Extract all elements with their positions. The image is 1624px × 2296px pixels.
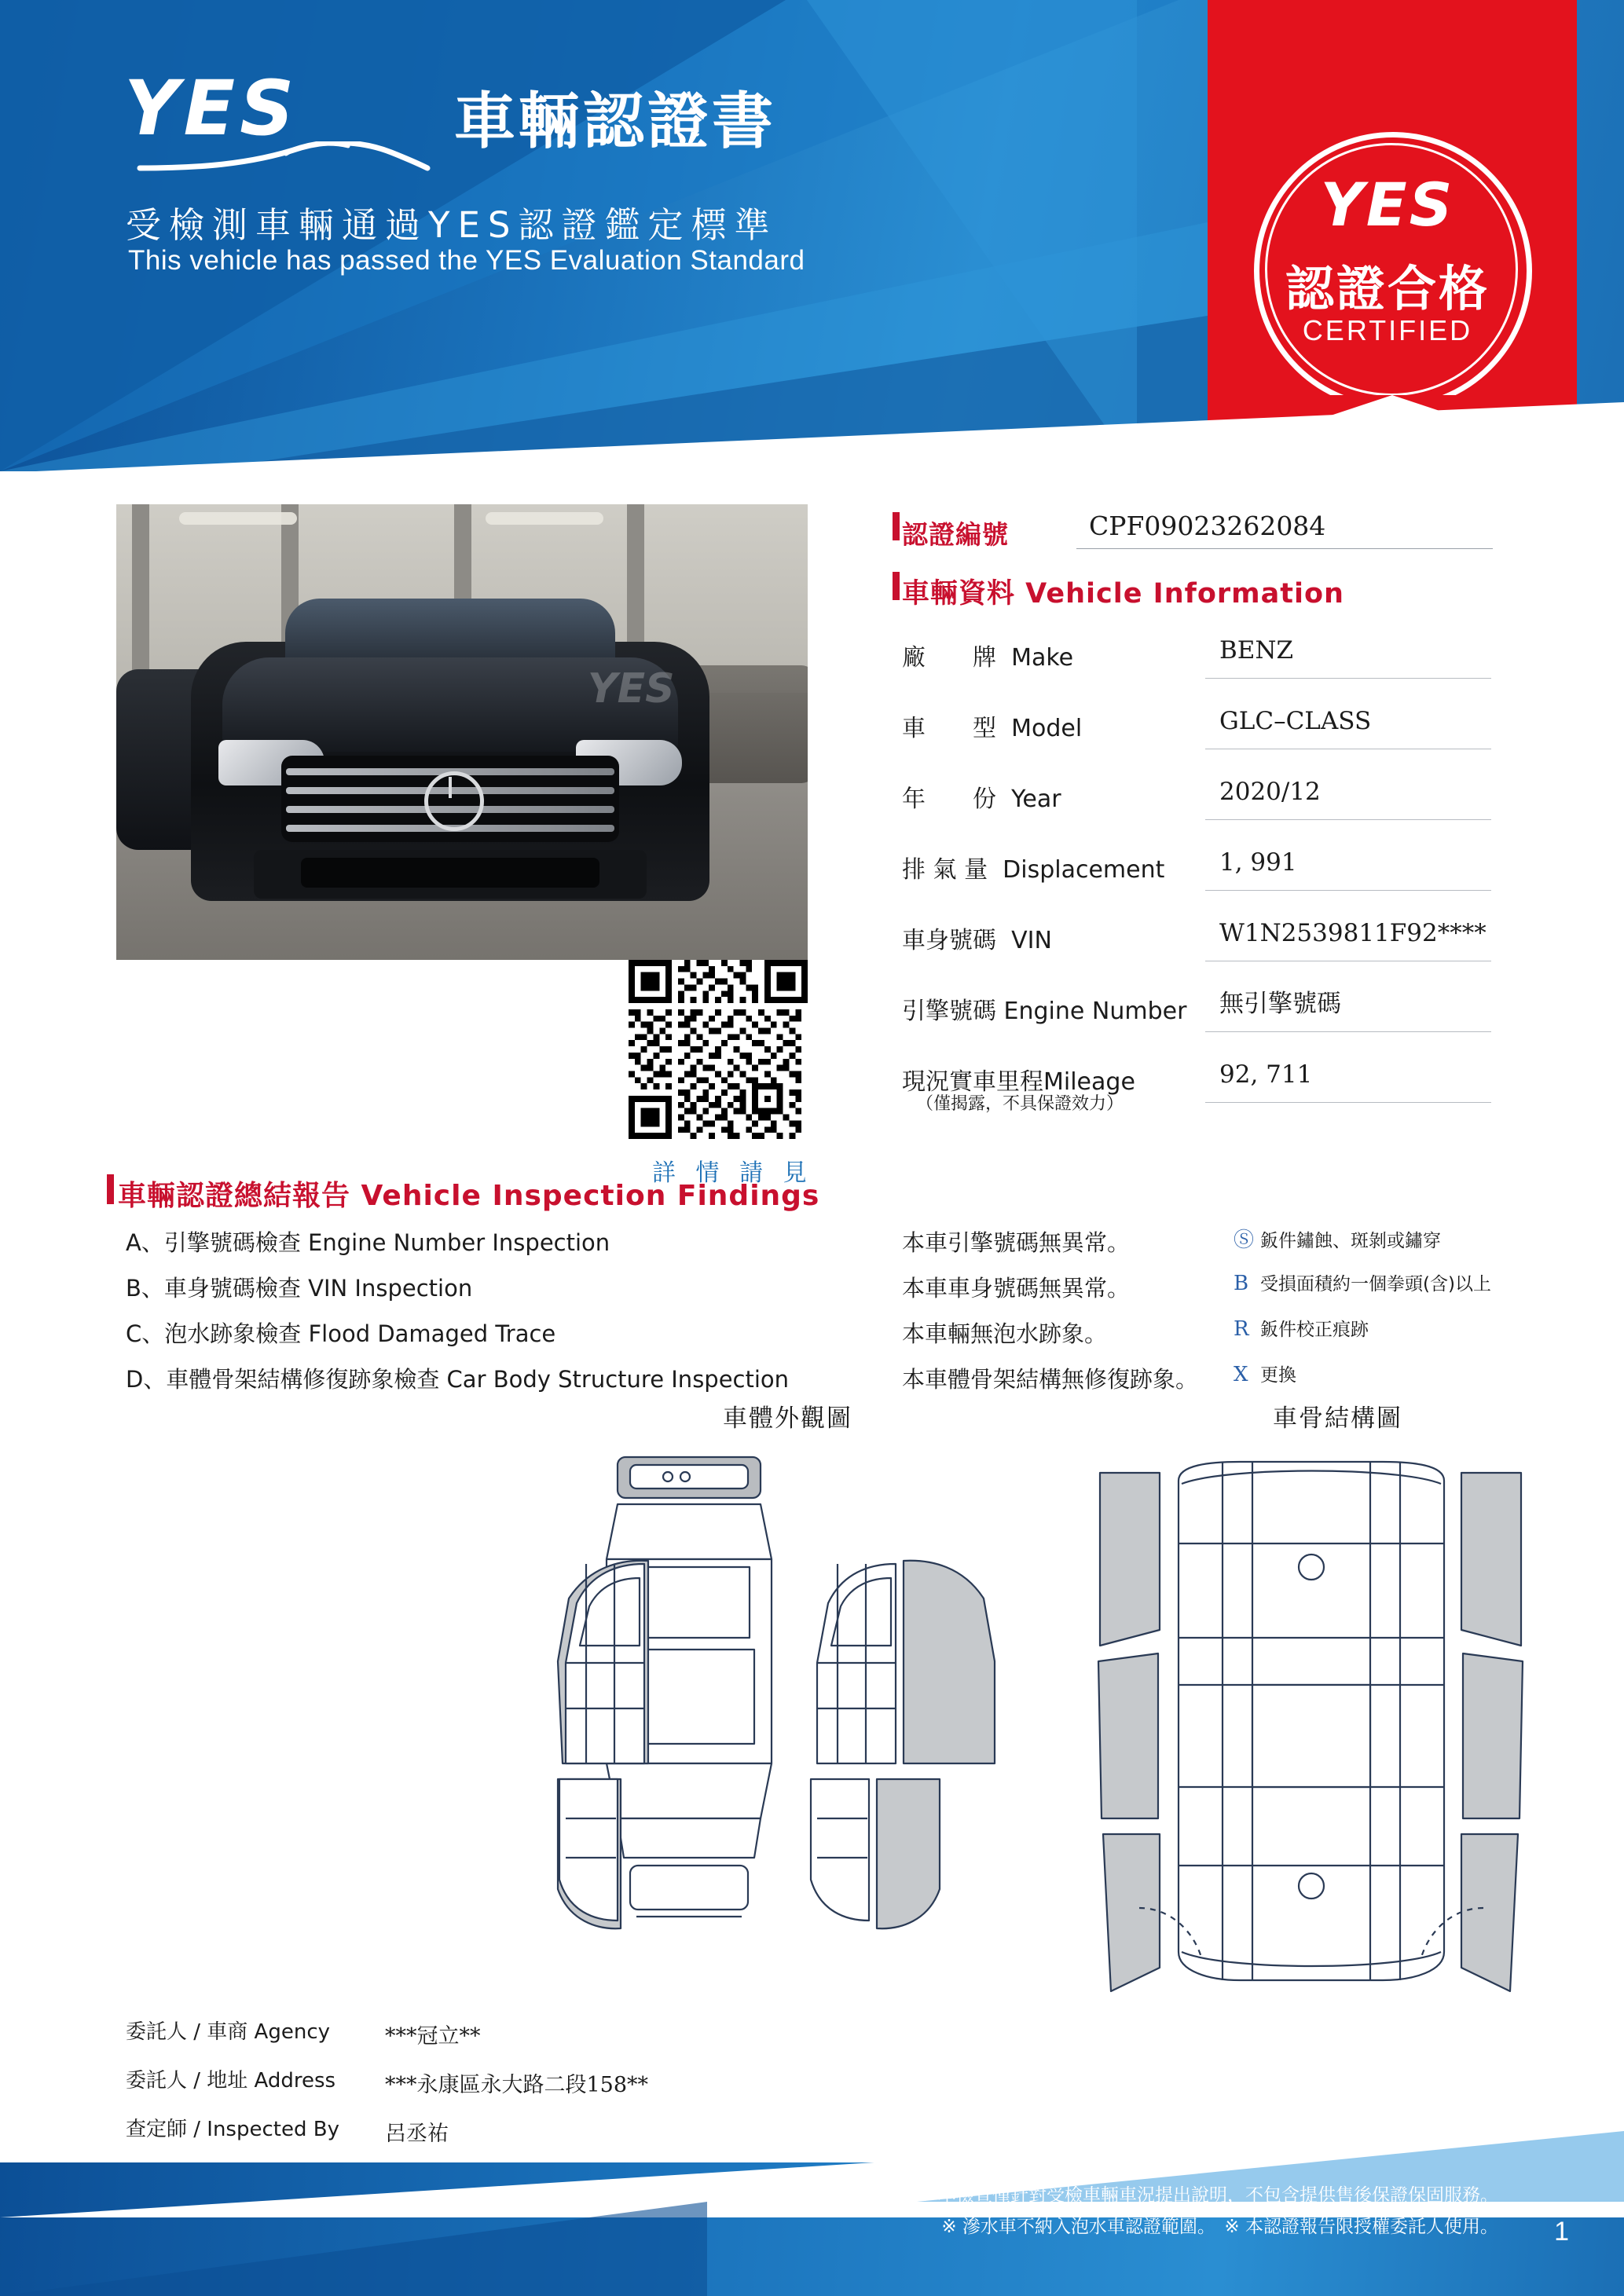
qr-code-image <box>629 960 808 1139</box>
photo-lower-grille <box>301 858 599 888</box>
info-value-year: 2020/12 <box>1205 768 1491 820</box>
address-label: 委託人 / 地址 Address <box>126 2069 336 2093</box>
frame-panel <box>1461 1473 1521 1646</box>
cert-number-accent <box>893 512 900 540</box>
agency-label: 委託人 / 車商 Agency <box>126 2020 331 2044</box>
legend-key-r: R <box>1234 1317 1249 1341</box>
seal-en-text: CERTIFIED <box>1302 314 1473 346</box>
legend-item <box>1234 1224 1564 1269</box>
header-subtitle-cn: 受檢測車輛通過YES認證鑑定標準 <box>126 204 778 246</box>
photo-ceiling-lamp <box>486 512 603 525</box>
info-value-make: BENZ <box>1205 627 1491 679</box>
inspector-value: 呂丞祐 <box>385 2122 449 2146</box>
footer-note-line: 注意事項：※ 本檢查僅針對受檢車輛車況提出說明，不包含提供售後保證保固服務。 <box>827 2185 1498 2206</box>
vehicle-diagram-svg <box>542 1449 1564 1999</box>
findings-legend <box>1234 1224 1564 1406</box>
finding-result: 本車體骨架結構無修復跡象。 <box>902 1366 1199 1393</box>
info-label-make: 廠 牌 Make <box>902 644 1074 672</box>
seal-yes-text: YES <box>1320 170 1455 240</box>
info-value-mileage: 92, 711 <box>1205 1051 1491 1103</box>
certified-ribbon <box>1208 0 1577 456</box>
finding-item: C、泡水跡象檢查 Flood Damaged Trace <box>126 1320 556 1347</box>
body-exterior-diagram-caption: 車體外觀圖 <box>723 1404 852 1433</box>
info-row-model <box>902 691 1491 762</box>
finding-item: B、車身號碼檢查 VIN Inspection <box>126 1275 473 1302</box>
photo-brand-emblem <box>424 771 484 831</box>
cert-number-label: 認證編號 <box>902 519 1009 550</box>
car-swoosh-icon <box>132 141 431 173</box>
legend-item <box>1234 1269 1564 1315</box>
certified-seal <box>1254 132 1531 408</box>
finding-result: 本車車身號碼無異常。 <box>902 1275 1131 1302</box>
info-row-make <box>902 621 1491 691</box>
finding-item: D、車體骨架結構修復跡象檢查 Car Body Structure Inspection <box>126 1366 790 1393</box>
legend-key-s: Ⓢ <box>1234 1229 1255 1252</box>
vehicle-diagrams <box>542 1449 1564 1999</box>
vehicle-info-accent <box>893 572 900 600</box>
diagram-left-side-view <box>558 1561 648 1763</box>
frame-panel <box>1103 1834 1160 1991</box>
agency-row <box>126 2011 833 2060</box>
header-bottom-wedge-2 <box>0 441 982 471</box>
yes-logo <box>124 64 438 156</box>
vehicle-info-table <box>902 621 1491 1115</box>
info-label-vin: 車身號碼 VIN <box>902 927 1052 954</box>
inspector-label: 查定師 / Inspected By <box>126 2118 339 2141</box>
findings-accent <box>107 1174 114 1204</box>
seal-cn-text: 認證合格 <box>1285 260 1490 317</box>
document-title: 車輛認證書 <box>454 86 777 157</box>
legend-text: 鈑件校正痕跡 <box>1260 1320 1369 1340</box>
info-row-displacement <box>902 833 1491 903</box>
diagram-right-rear-view <box>811 1779 940 1928</box>
vehicle-info-title: 車輛資料 Vehicle Information <box>902 578 1344 610</box>
findings-title: 車輛認證總結報告 Vehicle Inspection Findings <box>118 1180 820 1212</box>
info-label-engine-number: 引擎號碼 Engine Number <box>902 998 1187 1025</box>
qr-code <box>629 960 817 1148</box>
photo-watermark: YES <box>588 665 675 712</box>
finding-result: 本車引擎號碼無異常。 <box>902 1229 1131 1256</box>
document-footer <box>0 2060 1624 2296</box>
diagram-left-rear-view <box>558 1779 621 1928</box>
footer-wedge-dark <box>0 2202 707 2296</box>
info-value-displacement: 1, 991 <box>1205 839 1491 891</box>
legend-item <box>1234 1315 1564 1360</box>
info-label-year: 年 份 Year <box>902 785 1061 813</box>
info-value-vin: W1N2539811F92**** <box>1205 910 1491 961</box>
footer-notes <box>827 2180 1498 2243</box>
legend-key-x: X <box>1234 1363 1248 1386</box>
document-header <box>0 0 1624 471</box>
agency-value: ***冠立** <box>385 2024 481 2049</box>
photo-ceiling-lamp <box>179 512 297 525</box>
legend-text: 鈑件鏽蝕、斑剝或鏽穿 <box>1260 1231 1441 1251</box>
findings-list <box>126 1225 911 1408</box>
header-shape-5 <box>807 0 1137 471</box>
legend-text: 更換 <box>1260 1365 1296 1386</box>
frame-structure-diagram-caption: 車骨結構圖 <box>1273 1404 1402 1433</box>
legend-text: 受損面積約一個拳頭(含)以上 <box>1260 1274 1491 1294</box>
info-value-model: GLC–CLASS <box>1205 698 1491 749</box>
photo-beam <box>132 504 149 693</box>
header-subtitle-en: This vehicle has passed the YES Evaluation Standard <box>128 245 805 276</box>
qr-caption: 詳 情 請 見 <box>652 1159 813 1187</box>
findings-results <box>902 1225 1232 1408</box>
info-label-mileage: 現況實車里程Mileage <box>902 1068 1135 1096</box>
frame-panel <box>1100 1473 1160 1646</box>
legend-key-b: B <box>1234 1272 1249 1295</box>
frame-panel <box>1461 1834 1518 1991</box>
info-label-model: 車 型 Model <box>902 715 1083 742</box>
finding-result: 本車輛無泡水跡象。 <box>902 1320 1108 1347</box>
info-value-engine-number: 無引擎號碼 <box>1205 980 1491 1032</box>
diagram-right-side-view <box>817 1561 995 1763</box>
info-row-mileage <box>902 1045 1491 1115</box>
vehicle-photo <box>116 504 808 960</box>
address-value: ***永康區永大路二段158** <box>385 2073 649 2097</box>
info-row-engine-number <box>902 974 1491 1045</box>
footer-note-line: ※ 滲水車不納入泡水車認證範圍。 ※ 本認證報告限授權委託人使用。 <box>941 2217 1498 2237</box>
yes-logo-text: YES <box>124 64 299 152</box>
frame-panel <box>1098 1653 1158 1818</box>
info-row-year <box>902 762 1491 833</box>
info-sublabel-mileage: （僅揭露，不具保證效力） <box>916 1094 1124 1114</box>
info-label-displacement: 排 氣 量 Displacement <box>902 856 1165 884</box>
finding-item: A、引擎號碼檢查 Engine Number Inspection <box>126 1229 610 1256</box>
cert-number-value: CPF09023262084 <box>1076 507 1493 549</box>
frame-panel <box>1463 1653 1523 1818</box>
page-number: 1 <box>1554 2217 1569 2247</box>
info-row-vin <box>902 903 1491 974</box>
